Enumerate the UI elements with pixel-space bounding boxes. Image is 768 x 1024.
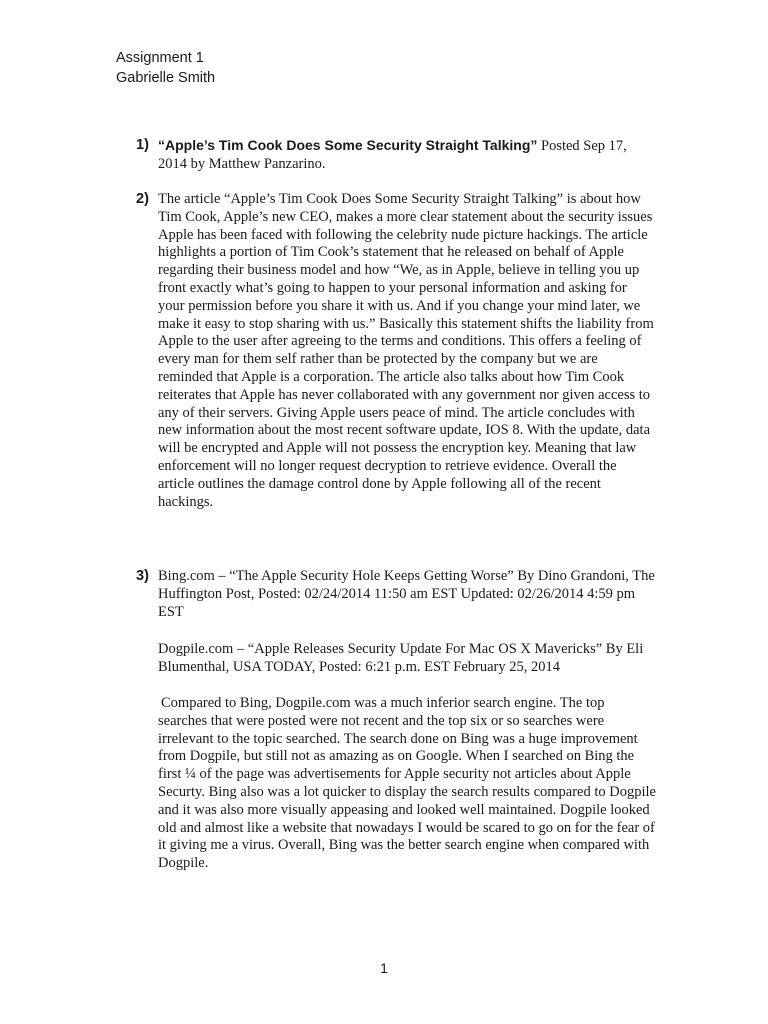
item-body xyxy=(158,568,656,873)
article-summary: The article “Apple’s Tim Cook Does Some Security Straight Talking” is about how Tim Cook, Apple’s new CEO, makes a more clear statement about the security issues Apple has been faced with following the celebrity nude picture hackings. The article highlights a portion of Tim Cook’s statement that he released on behalf of Apple regarding their business model and how “We, as in Apple, believe in telling you up front exactly what’s going to happen to your personal information and asking for your permission before you share it with us. And if you change your mind later, we make it easy to stop sharing with us.” Basically this statement shifts the liability from Apple to the user after agreeing to the terms and conditions. This offers a feeling of every man for them self rather than be protected by the company but we are reminded that Apple is a corporation. The article also talks about how Tim Cook reiterates that Apple has never collaborated with any government nor given access to any of their servers. Giving Apple users peace of mind. The article concludes with new information about the most recent software update, IOS 8. With the update, data will be encrypted and Apple will not possess the encryption key. Meaning that law enforcement will no longer request decryption to retrieve evidence. Overall the article outlines the damage control done by Apple following all of the recent hackings. xyxy=(158,191,654,510)
bing-citation: Bing.com – “The Apple Security Hole Keeps Getting Worse” By Dino Grandoni, The Huffington Post, Posted: 02/24/2014 11:50 am EST Updated: 02/26/2014 4:59 pm EST xyxy=(158,568,655,620)
search-engine-comparison: Compared to Bing, Dogpile.com was a much inferior search engine. The top searches that were posted were not recent and the top six or so searches were irrelevant to the topic searched. The search done on Bing was a huge improvement from Dogpile, but still not as amazing as on Google. When I searched on Bing the first ¼ of the page was advertisements for Apple security not articles about Apple Securty. Bing also was a lot quicker to display the search results compared to Dogpile and it was also more visually appeasing and looked well maintained. Dogpile looked old and almost like a website that nowadays I would be scared to go on for the fear of it giving me a virus. Overall, Bing was the better search engine when compared with Dogpile. xyxy=(158,694,656,872)
article-citation: Posted Sep 17, 2014 by Matthew Panzarino. xyxy=(158,138,627,172)
item-body xyxy=(158,137,656,174)
page-number: 1 xyxy=(380,960,388,976)
list-item-2 xyxy=(136,191,656,511)
author-name: Gabrielle Smith xyxy=(116,70,216,86)
article-title: “Apple’s Tim Cook Does Some Security Straight Talking” xyxy=(158,137,538,153)
list-item-1 xyxy=(136,137,656,174)
document-header xyxy=(116,48,215,88)
dogpile-citation: Dogpile.com – “Apple Releases Security Update For Mac OS X Mavericks” By Eli Blumenthal, USA TODAY, Posted: 6:21 p.m. EST February 25, 2014 xyxy=(158,641,644,676)
item-number: 2) xyxy=(136,191,149,207)
item-number: 3) xyxy=(136,568,149,584)
assignment-title: Assignment 1 xyxy=(116,50,204,66)
item-number: 1) xyxy=(136,137,149,153)
item-body xyxy=(158,191,656,511)
list-item-3 xyxy=(136,568,656,873)
